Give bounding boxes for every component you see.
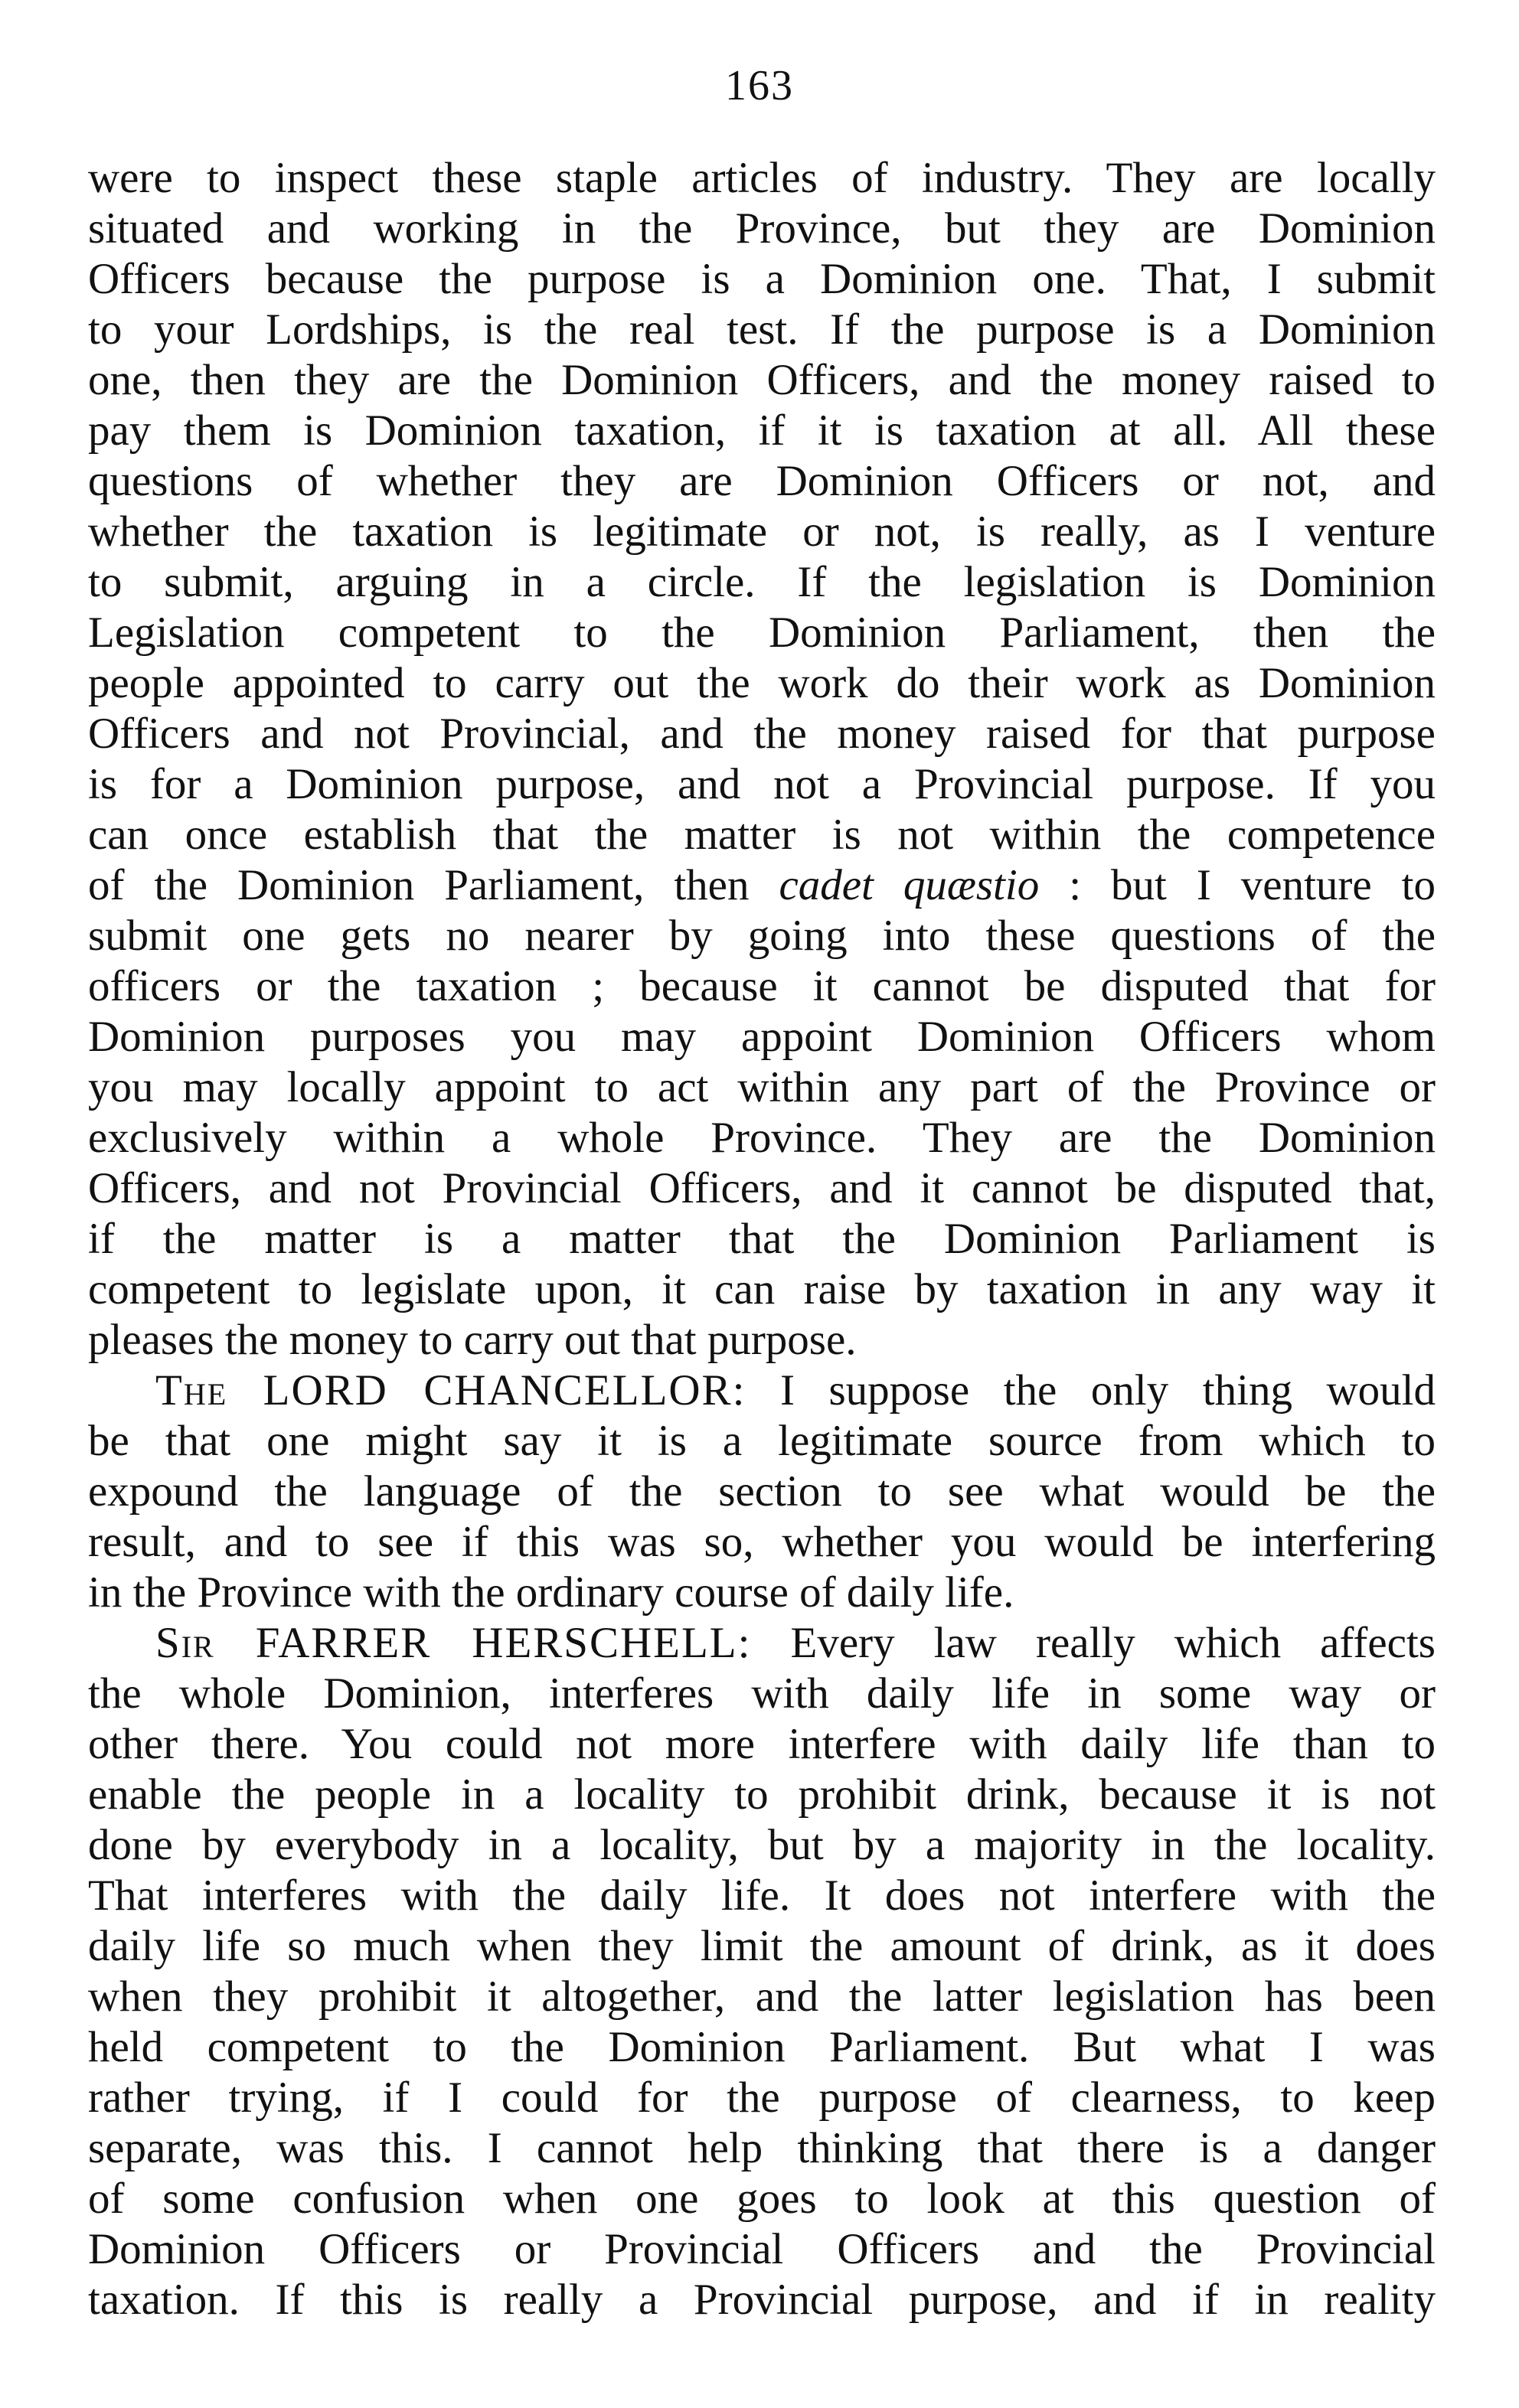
text-line: Legislation competent to the Dominion Parliament, then the [88, 609, 1436, 657]
text-line-with-speaker [88, 1618, 1436, 1669]
speaker-name: The LORD CHANCELLOR: [155, 1366, 746, 1414]
text-line: Officers because the purpose is a Dominion one. That, I submit [88, 255, 1436, 303]
paragraph [88, 1366, 1436, 1618]
page-number: 163 [725, 62, 794, 109]
text-line: expound the language of the section to see what would be the [88, 1467, 1436, 1516]
text-segment: I suppose the only thing would [779, 1366, 1436, 1414]
speaker-name: Sir FARRER HERSCHELL: [155, 1619, 752, 1667]
text-line: be that one might say it is a legitimate source from which to [88, 1417, 1436, 1465]
text-line: rather trying, if I could for the purpose of clearness, to keep [88, 2074, 1436, 2122]
text-line-with-speaker [88, 1366, 1436, 1416]
text-line: is for a Dominion purpose, and not a Provincial purpose. If you [88, 760, 1436, 808]
text-line: taxation. If this is really a Provincial purpose, and if in reality [88, 2276, 1436, 2324]
text-line: pleases the money to carry out that purpose. [88, 1316, 857, 1364]
text-line: can once establish that the matter is not within the competence [88, 811, 1436, 859]
text-line: separate, was this. I cannot help thinking that there is a danger [88, 2124, 1436, 2172]
text-line: pay them is Dominion taxation, if it is taxation at all. All these [88, 406, 1436, 455]
text-line: were to inspect these staple articles of industry. They are locally [88, 154, 1436, 202]
text-line: enable the people in a locality to prohibit drink, because it is not [88, 1770, 1436, 1819]
text-line: in the Province with the ordinary course of daily life. [88, 1568, 1014, 1617]
text-segment: : but I venture to [1039, 861, 1436, 909]
text-line: officers or the taxation ; because it cannot be disputed that for [88, 962, 1436, 1010]
text-line: competent to legislate upon, it can raise by taxation in any way it [88, 1265, 1436, 1313]
text-line: people appointed to carry out the work do their work as Dominion [88, 659, 1436, 707]
text-line: Officers, and not Provincial Officers, and it cannot be disputed that, [88, 1164, 1436, 1212]
text-line: other there. You could not more interfere with daily life than to [88, 1720, 1436, 1768]
text-line: one, then they are the Dominion Officers, and the money raised to [88, 356, 1436, 404]
text-segment: Every law really which affects [790, 1619, 1436, 1667]
text-line: situated and working in the Province, but they are Dominion [88, 204, 1436, 253]
text-segment: of the Dominion Parliament, then [88, 861, 779, 909]
latin-phrase: cadet quæstio [779, 861, 1040, 909]
text-line: you may locally appoint to act within any part of the Province or [88, 1063, 1436, 1111]
text-line: daily life so much when they limit the amount of drink, as it does [88, 1922, 1436, 1970]
text-line: if the matter is a matter that the Dominion Parliament is [88, 1215, 1436, 1263]
text-line: the whole Dominion, interferes with daily life in some way or [88, 1669, 1436, 1718]
text-line: to your Lordships, is the real test. If the purpose is a Dominion [88, 305, 1436, 354]
text-line: to submit, arguing in a circle. If the legislation is Dominion [88, 558, 1436, 606]
text-line: Dominion purposes you may appoint Dominion Officers whom [88, 1013, 1436, 1061]
text-line: held competent to the Dominion Parliament. But what I was [88, 2023, 1436, 2071]
text-line: of some confusion when one goes to look at this question of [88, 2175, 1436, 2223]
text-line: whether the taxation is legitimate or not, is really, as I venture [88, 507, 1436, 556]
text-line: Officers and not Provincial, and the money raised for that purpose [88, 710, 1436, 758]
text-line-with-italic [88, 860, 1436, 911]
document-body [88, 153, 1436, 2325]
text-line: Dominion Officers or Provincial Officers and the Provincial [88, 2225, 1436, 2273]
text-line: exclusively within a whole Province. They are the Dominion [88, 1114, 1436, 1162]
text-line: when they prohibit it altogether, and the latter legislation has been [88, 1972, 1436, 2021]
paragraph [88, 153, 1436, 1366]
text-line: done by everybody in a locality, but by a majority in the locality. [88, 1821, 1436, 1869]
paragraph [88, 1618, 1436, 2325]
text-line: submit one gets no nearer by going into these questions of the [88, 912, 1436, 960]
text-line: That interferes with the daily life. It does not interfere with the [88, 1871, 1436, 1920]
text-line: result, and to see if this was so, whether you would be interfering [88, 1518, 1436, 1566]
text-line: questions of whether they are Dominion Officers or not, and [88, 457, 1436, 505]
